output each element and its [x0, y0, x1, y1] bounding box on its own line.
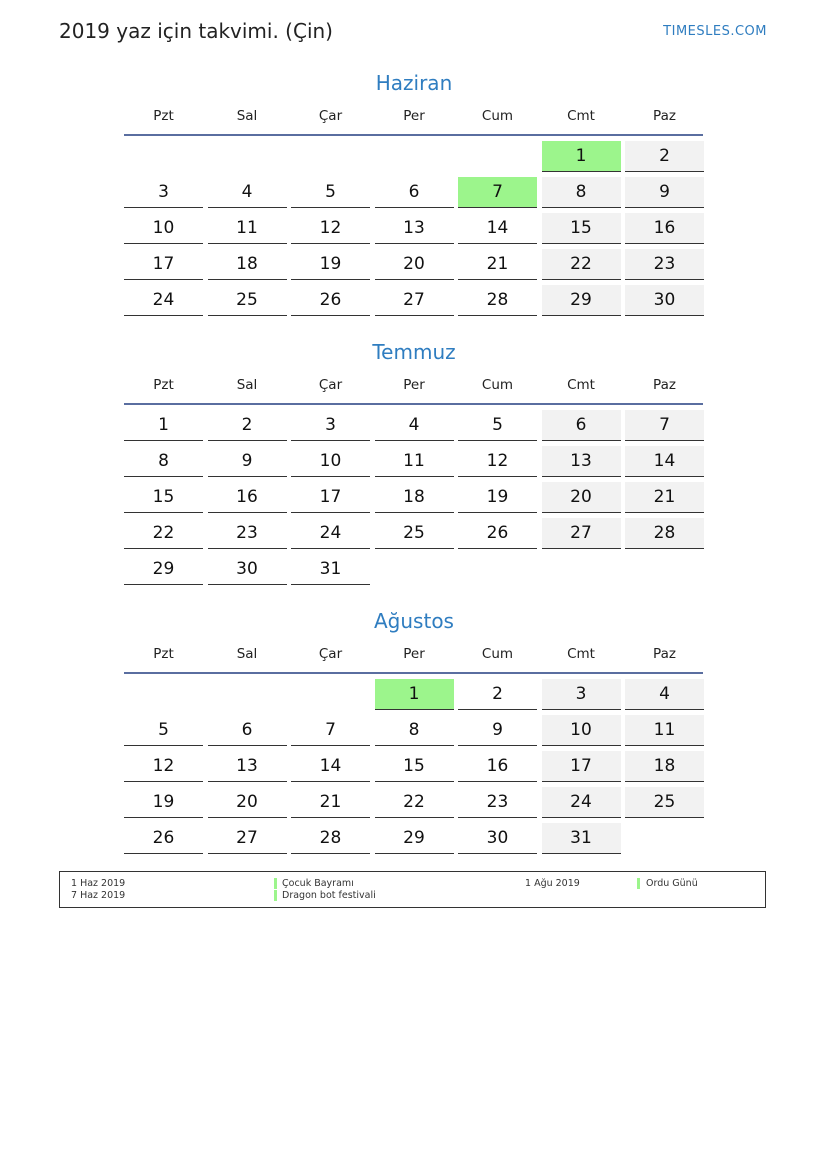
day-cell: 28: [625, 518, 704, 549]
day-cell: 4: [208, 177, 287, 208]
day-cell: 10: [291, 446, 370, 477]
day-cell: 22: [124, 518, 203, 549]
day-grid: [124, 679, 704, 854]
legend-holiday-name: Ordu Günü: [646, 878, 698, 889]
day-grid: [124, 141, 704, 316]
weekday-label: Pzt: [153, 646, 174, 662]
day-cell: 27: [375, 285, 454, 316]
header-divider: [124, 672, 703, 674]
day-cell: 12: [291, 213, 370, 244]
day-cell: 11: [375, 446, 454, 477]
day-cell: 22: [542, 249, 621, 280]
day-cell: 6: [208, 715, 287, 746]
day-cell: 16: [208, 482, 287, 513]
day-cell: 19: [124, 787, 203, 818]
day-cell: 15: [542, 213, 621, 244]
day-cell: 24: [124, 285, 203, 316]
day-cell: 29: [542, 285, 621, 316]
day-cell: 13: [208, 751, 287, 782]
day-cell: 9: [458, 715, 537, 746]
weekday-label: Sal: [236, 108, 258, 124]
day-cell: 19: [291, 249, 370, 280]
day-cell: 9: [208, 446, 287, 477]
day-cell: 15: [124, 482, 203, 513]
weekday-label: Sal: [236, 377, 258, 393]
weekday-header: [124, 106, 704, 126]
day-cell: 31: [542, 823, 621, 854]
weekday-label: Çar: [318, 108, 343, 124]
day-cell: 18: [375, 482, 454, 513]
day-cell: 24: [542, 787, 621, 818]
weekday-label: Cmt: [567, 108, 595, 124]
weekday-label: Paz: [653, 377, 676, 393]
day-cell: 1: [542, 141, 621, 172]
weekday-label: Cmt: [567, 646, 595, 662]
day-cell: 25: [625, 787, 704, 818]
day-cell: 2: [458, 679, 537, 710]
day-cell: 18: [208, 249, 287, 280]
holiday-color-marker: [274, 878, 277, 889]
day-cell: 14: [291, 751, 370, 782]
day-cell: 9: [625, 177, 704, 208]
day-cell: 30: [458, 823, 537, 854]
month-title: Temmuz: [372, 340, 456, 364]
day-cell: 5: [291, 177, 370, 208]
day-cell: 7: [625, 410, 704, 441]
day-cell: 5: [458, 410, 537, 441]
day-cell: 28: [458, 285, 537, 316]
month-june: [124, 70, 704, 316]
day-cell: 8: [124, 446, 203, 477]
weekday-header: [124, 375, 704, 395]
day-cell: 20: [375, 249, 454, 280]
month-title: Haziran: [375, 71, 453, 95]
weekday-label: Paz: [653, 646, 676, 662]
page-title: 2019 yaz için takvimi. (Çin): [59, 19, 333, 43]
weekday-label: Per: [403, 646, 425, 662]
day-cell: 31: [291, 554, 370, 585]
day-cell: 4: [375, 410, 454, 441]
day-cell: 19: [458, 482, 537, 513]
day-cell: 26: [124, 823, 203, 854]
day-cell: 30: [625, 285, 704, 316]
weekday-label: Sal: [236, 646, 258, 662]
day-cell: 20: [542, 482, 621, 513]
day-cell: 13: [542, 446, 621, 477]
weekday-label: Cmt: [567, 377, 595, 393]
day-cell: 23: [208, 518, 287, 549]
day-cell: 2: [208, 410, 287, 441]
legend-date: 1 Haz 2019: [71, 878, 126, 889]
day-grid: [124, 410, 704, 585]
day-cell: 2: [625, 141, 704, 172]
legend-holiday-name: Çocuk Bayramı: [282, 878, 354, 889]
day-cell: 26: [291, 285, 370, 316]
holiday-legend: [59, 871, 766, 908]
day-cell: 8: [375, 715, 454, 746]
day-cell: 1: [375, 679, 454, 710]
day-cell: 14: [458, 213, 537, 244]
day-cell: 26: [458, 518, 537, 549]
day-cell: 17: [124, 249, 203, 280]
day-cell: 14: [625, 446, 704, 477]
day-cell: 25: [375, 518, 454, 549]
day-cell: 7: [458, 177, 537, 208]
holiday-color-marker: [637, 878, 640, 889]
legend-holiday-name: Dragon bot festivali: [282, 890, 376, 901]
day-cell: 11: [625, 715, 704, 746]
day-cell: 8: [542, 177, 621, 208]
day-cell: 24: [291, 518, 370, 549]
day-cell: 27: [542, 518, 621, 549]
day-cell: 23: [458, 787, 537, 818]
month-august: [124, 608, 704, 854]
day-cell: 27: [208, 823, 287, 854]
day-cell: 1: [124, 410, 203, 441]
day-cell: 17: [291, 482, 370, 513]
day-cell: 30: [208, 554, 287, 585]
header-divider: [124, 134, 703, 136]
weekday-label: Cum: [481, 377, 514, 393]
weekday-label: Pzt: [153, 377, 174, 393]
weekday-label: Cum: [481, 108, 514, 124]
day-cell: 16: [458, 751, 537, 782]
weekday-label: Per: [403, 108, 425, 124]
day-cell: 21: [458, 249, 537, 280]
day-cell: 3: [542, 679, 621, 710]
weekday-label: Çar: [318, 646, 343, 662]
day-cell: 3: [124, 177, 203, 208]
day-cell: 13: [375, 213, 454, 244]
day-cell: 10: [124, 213, 203, 244]
holiday-color-marker: [274, 890, 277, 901]
day-cell: 12: [458, 446, 537, 477]
legend-date: 1 Ağu 2019: [525, 878, 580, 889]
weekday-label: Çar: [318, 377, 343, 393]
month-title: Ağustos: [374, 609, 454, 633]
day-cell: 25: [208, 285, 287, 316]
day-cell: 4: [625, 679, 704, 710]
day-cell: 3: [291, 410, 370, 441]
day-cell: 21: [291, 787, 370, 818]
weekday-header: [124, 644, 704, 664]
day-cell: 15: [375, 751, 454, 782]
day-cell: 28: [291, 823, 370, 854]
day-cell: 18: [625, 751, 704, 782]
weekday-label: Paz: [653, 108, 676, 124]
day-cell: 20: [208, 787, 287, 818]
brand-logo[interactable]: TIMESLES.COM: [663, 24, 767, 39]
weekday-label: Per: [403, 377, 425, 393]
day-cell: 7: [291, 715, 370, 746]
day-cell: 16: [625, 213, 704, 244]
day-cell: 29: [124, 554, 203, 585]
day-cell: 5: [124, 715, 203, 746]
day-cell: 12: [124, 751, 203, 782]
legend-date: 7 Haz 2019: [71, 890, 126, 901]
day-cell: 22: [375, 787, 454, 818]
month-july: [124, 339, 704, 585]
day-cell: 23: [625, 249, 704, 280]
weekday-label: Cum: [481, 646, 514, 662]
day-cell: 11: [208, 213, 287, 244]
day-cell: 21: [625, 482, 704, 513]
day-cell: 10: [542, 715, 621, 746]
header-divider: [124, 403, 703, 405]
day-cell: 6: [375, 177, 454, 208]
day-cell: 6: [542, 410, 621, 441]
day-cell: 29: [375, 823, 454, 854]
day-cell: 17: [542, 751, 621, 782]
weekday-label: Pzt: [153, 108, 174, 124]
